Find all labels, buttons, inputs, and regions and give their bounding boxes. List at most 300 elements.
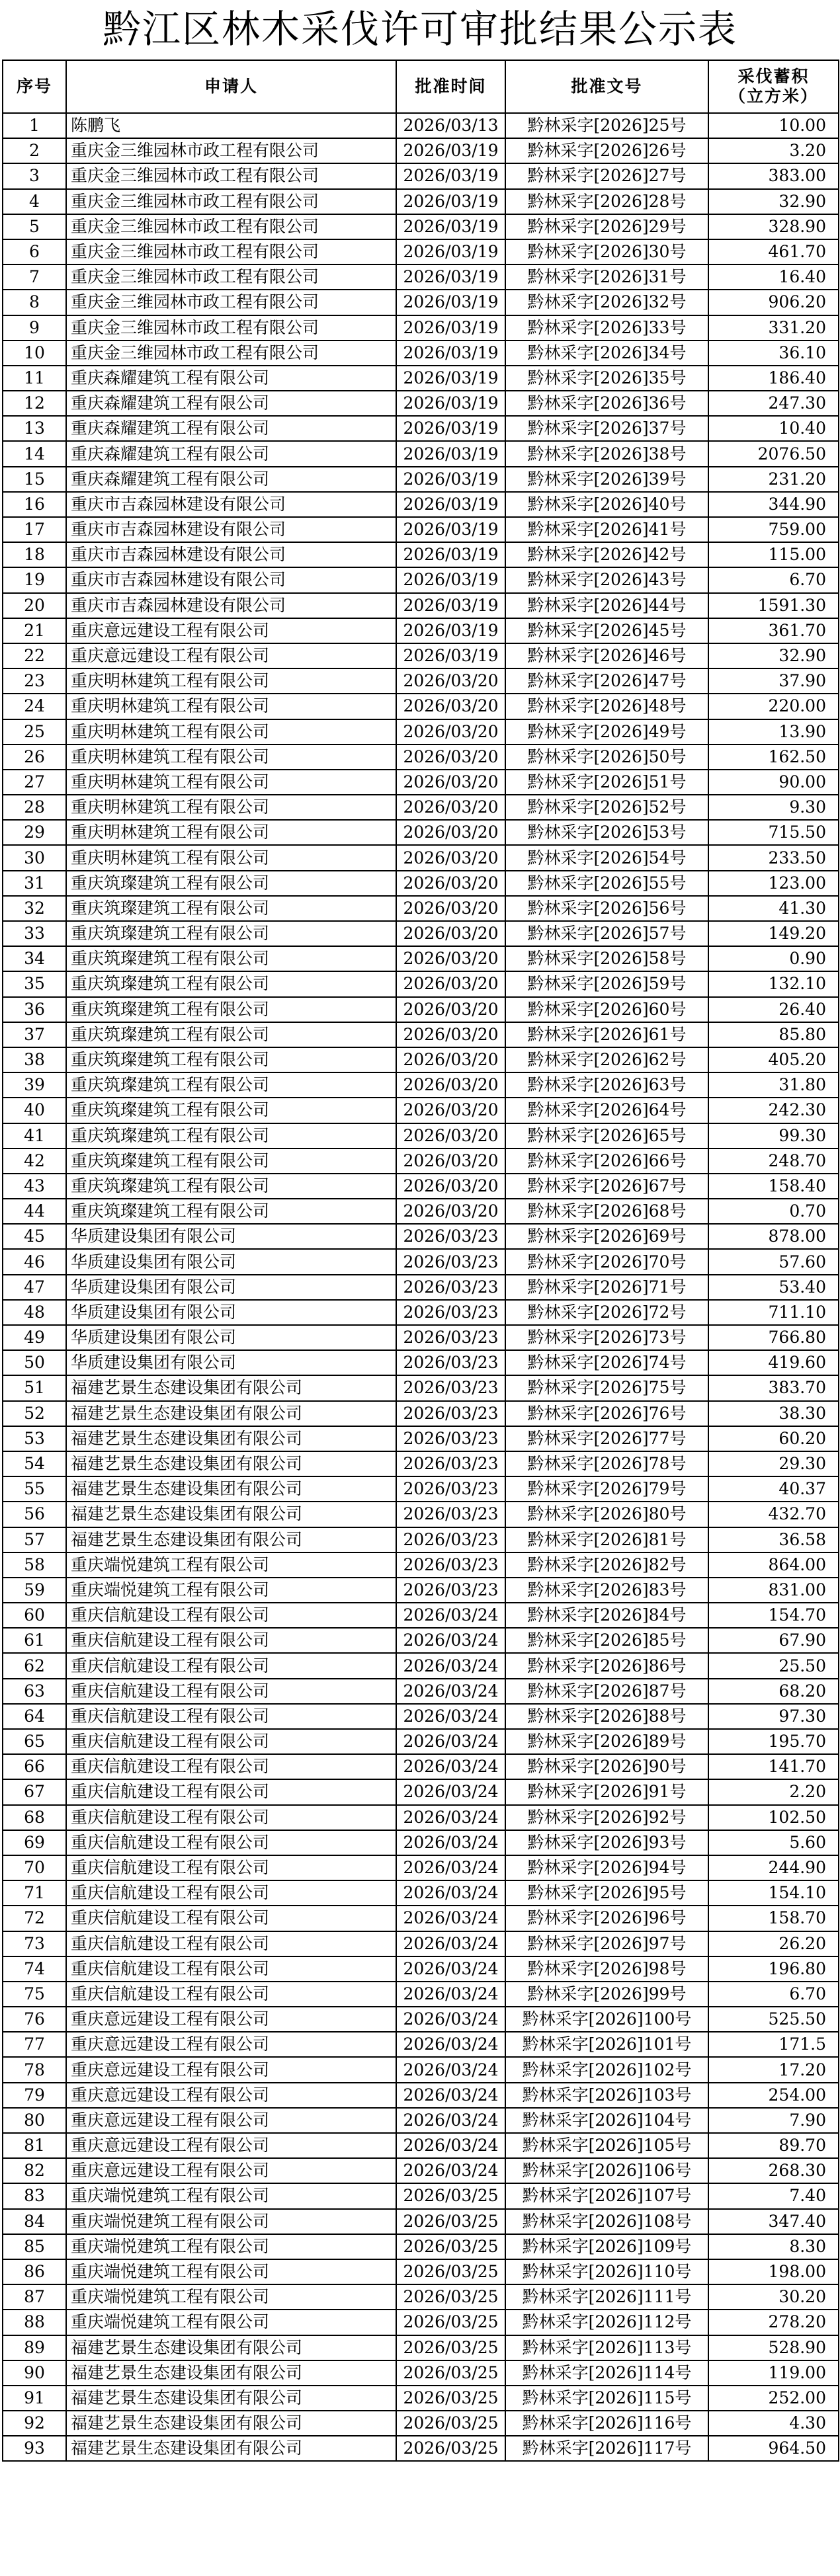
row-applicant: 重庆意远建设工程有限公司 xyxy=(66,2108,396,2133)
row-doc-number: 黔林采字[2026]80号 xyxy=(505,1502,708,1527)
table-row xyxy=(3,694,839,719)
row-volume: 26.20 xyxy=(708,1931,839,1956)
row-seq: 70 xyxy=(3,1855,66,1880)
table-row xyxy=(3,1779,839,1804)
row-doc-number: 黔林采字[2026]85号 xyxy=(505,1628,708,1653)
row-seq: 60 xyxy=(3,1603,66,1628)
row-doc-number: 黔林采字[2026]35号 xyxy=(505,366,708,391)
row-seq: 57 xyxy=(3,1527,66,1552)
row-seq: 64 xyxy=(3,1704,66,1729)
row-date: 2026/03/24 xyxy=(396,2158,505,2183)
row-date: 2026/03/20 xyxy=(396,921,505,946)
row-applicant: 陈鹏飞 xyxy=(66,113,396,138)
row-doc-number: 黔林采字[2026]63号 xyxy=(505,1072,708,1098)
row-date: 2026/03/20 xyxy=(396,1199,505,1224)
row-applicant: 重庆森耀建筑工程有限公司 xyxy=(66,467,396,492)
row-seq: 32 xyxy=(3,896,66,921)
row-doc-number: 黔林采字[2026]64号 xyxy=(505,1098,708,1123)
row-date: 2026/03/20 xyxy=(396,1123,505,1148)
row-applicant: 重庆信航建设工程有限公司 xyxy=(66,1805,396,1830)
row-seq: 63 xyxy=(3,1679,66,1704)
table-row xyxy=(3,1072,839,1098)
row-date: 2026/03/24 xyxy=(396,1679,505,1704)
row-seq: 59 xyxy=(3,1578,66,1603)
table-row xyxy=(3,1249,839,1274)
row-applicant: 重庆端悦建筑工程有限公司 xyxy=(66,1552,396,1578)
table-row xyxy=(3,2032,839,2057)
row-volume: 198.00 xyxy=(708,2259,839,2284)
table-row xyxy=(3,189,839,214)
row-date: 2026/03/23 xyxy=(396,1451,505,1476)
row-seq: 69 xyxy=(3,1830,66,1855)
row-volume: 32.90 xyxy=(708,643,839,668)
row-doc-number: 黔林采字[2026]107号 xyxy=(505,2183,708,2208)
row-seq: 4 xyxy=(3,189,66,214)
row-seq: 1 xyxy=(3,113,66,138)
row-date: 2026/03/24 xyxy=(396,2032,505,2057)
table-row xyxy=(3,871,839,896)
row-seq: 20 xyxy=(3,593,66,618)
row-applicant: 华质建设集团有限公司 xyxy=(66,1249,396,1274)
row-seq: 74 xyxy=(3,1956,66,1982)
row-date: 2026/03/24 xyxy=(396,1704,505,1729)
row-applicant: 华质建设集团有限公司 xyxy=(66,1224,396,1249)
row-applicant: 福建艺景生态建设集团有限公司 xyxy=(66,2436,396,2461)
row-seq: 14 xyxy=(3,441,66,466)
row-applicant: 重庆筑璨建筑工程有限公司 xyxy=(66,896,396,921)
row-date: 2026/03/24 xyxy=(396,1754,505,1779)
row-volume: 528.90 xyxy=(708,2335,839,2360)
row-volume: 132.10 xyxy=(708,971,839,996)
row-doc-number: 黔林采字[2026]99号 xyxy=(505,1982,708,2007)
row-doc-number: 黔林采字[2026]46号 xyxy=(505,643,708,668)
row-applicant: 重庆明林建筑工程有限公司 xyxy=(66,845,396,870)
table-body xyxy=(3,113,839,2461)
row-date: 2026/03/23 xyxy=(396,1401,505,1426)
row-date: 2026/03/19 xyxy=(396,618,505,643)
row-applicant: 重庆金三维园林市政工程有限公司 xyxy=(66,189,396,214)
row-volume: 383.70 xyxy=(708,1375,839,1400)
table-row xyxy=(3,264,839,290)
row-volume: 154.10 xyxy=(708,1880,839,1906)
row-date: 2026/03/19 xyxy=(396,163,505,188)
table-row xyxy=(3,1300,839,1325)
row-applicant: 华质建设集团有限公司 xyxy=(66,1325,396,1350)
table-row xyxy=(3,467,839,492)
row-volume: 231.20 xyxy=(708,467,839,492)
row-seq: 38 xyxy=(3,1047,66,1072)
row-seq: 7 xyxy=(3,264,66,290)
table-row xyxy=(3,2057,839,2082)
table-row xyxy=(3,391,839,416)
table-row xyxy=(3,1880,839,1906)
header-volume xyxy=(708,60,839,113)
row-date: 2026/03/24 xyxy=(396,1906,505,1931)
table-row xyxy=(3,1375,839,1400)
row-seq: 15 xyxy=(3,467,66,492)
row-applicant: 重庆筑璨建筑工程有限公司 xyxy=(66,946,396,971)
row-applicant: 重庆森耀建筑工程有限公司 xyxy=(66,416,396,441)
row-date: 2026/03/25 xyxy=(396,2360,505,2386)
row-applicant: 重庆市吉森园林建设有限公司 xyxy=(66,517,396,542)
row-applicant: 华质建设集团有限公司 xyxy=(66,1350,396,1375)
row-seq: 6 xyxy=(3,239,66,264)
table-row xyxy=(3,1830,839,1855)
table-row xyxy=(3,492,839,517)
row-doc-number: 黔林采字[2026]74号 xyxy=(505,1350,708,1375)
table-row xyxy=(3,1098,839,1123)
table-row xyxy=(3,997,839,1022)
row-volume: 154.70 xyxy=(708,1603,839,1628)
row-applicant: 福建艺景生态建设集团有限公司 xyxy=(66,2360,396,2386)
row-volume: 17.20 xyxy=(708,2057,839,2082)
row-applicant: 重庆信航建设工程有限公司 xyxy=(66,1931,396,1956)
row-date: 2026/03/23 xyxy=(396,1476,505,1502)
row-seq: 55 xyxy=(3,1476,66,1502)
row-volume: 7.90 xyxy=(708,2108,839,2133)
row-seq: 42 xyxy=(3,1148,66,1174)
row-seq: 53 xyxy=(3,1426,66,1451)
row-applicant: 重庆森耀建筑工程有限公司 xyxy=(66,441,396,466)
row-date: 2026/03/24 xyxy=(396,1880,505,1906)
table-row xyxy=(3,214,839,239)
row-date: 2026/03/20 xyxy=(396,694,505,719)
row-applicant: 重庆金三维园林市政工程有限公司 xyxy=(66,138,396,163)
row-doc-number: 黔林采字[2026]55号 xyxy=(505,871,708,896)
table-row xyxy=(3,441,839,466)
table-row xyxy=(3,668,839,694)
row-date: 2026/03/23 xyxy=(396,1300,505,1325)
header-applicant: 申请人 xyxy=(66,60,396,113)
row-seq: 27 xyxy=(3,770,66,795)
row-date: 2026/03/20 xyxy=(396,1174,505,1199)
row-seq: 50 xyxy=(3,1350,66,1375)
row-seq: 17 xyxy=(3,517,66,542)
row-doc-number: 黔林采字[2026]47号 xyxy=(505,668,708,694)
row-applicant: 重庆筑璨建筑工程有限公司 xyxy=(66,1123,396,1148)
row-volume: 347.40 xyxy=(708,2209,839,2234)
row-doc-number: 黔林采字[2026]87号 xyxy=(505,1679,708,1704)
row-volume: 26.40 xyxy=(708,997,839,1022)
row-seq: 54 xyxy=(3,1451,66,1476)
table-row xyxy=(3,1729,839,1754)
row-volume: 196.80 xyxy=(708,1956,839,1982)
row-doc-number: 黔林采字[2026]68号 xyxy=(505,1199,708,1224)
table-row xyxy=(3,2133,839,2158)
row-date: 2026/03/20 xyxy=(396,1148,505,1174)
row-date: 2026/03/24 xyxy=(396,2007,505,2032)
row-date: 2026/03/24 xyxy=(396,1982,505,2007)
table-row xyxy=(3,1628,839,1653)
table-row xyxy=(3,1148,839,1174)
row-date: 2026/03/19 xyxy=(396,264,505,290)
row-date: 2026/03/19 xyxy=(396,366,505,391)
row-date: 2026/03/19 xyxy=(396,189,505,214)
table-row xyxy=(3,341,839,366)
row-date: 2026/03/20 xyxy=(396,946,505,971)
row-seq: 13 xyxy=(3,416,66,441)
row-seq: 24 xyxy=(3,694,66,719)
row-applicant: 重庆筑璨建筑工程有限公司 xyxy=(66,1072,396,1098)
row-date: 2026/03/23 xyxy=(396,1578,505,1603)
row-doc-number: 黔林采字[2026]91号 xyxy=(505,1779,708,1804)
row-applicant: 重庆意远建设工程有限公司 xyxy=(66,2158,396,2183)
row-applicant: 重庆端悦建筑工程有限公司 xyxy=(66,2234,396,2259)
row-volume: 16.40 xyxy=(708,264,839,290)
row-seq: 5 xyxy=(3,214,66,239)
row-date: 2026/03/24 xyxy=(396,1855,505,1880)
table-row xyxy=(3,1350,839,1375)
row-seq: 40 xyxy=(3,1098,66,1123)
row-volume: 36.58 xyxy=(708,1527,839,1552)
row-doc-number: 黔林采字[2026]65号 xyxy=(505,1123,708,1148)
row-applicant: 重庆明林建筑工程有限公司 xyxy=(66,770,396,795)
row-seq: 73 xyxy=(3,1931,66,1956)
table-row xyxy=(3,1047,839,1072)
row-applicant: 重庆信航建设工程有限公司 xyxy=(66,1628,396,1653)
table-row xyxy=(3,366,839,391)
row-doc-number: 黔林采字[2026]59号 xyxy=(505,971,708,996)
row-date: 2026/03/19 xyxy=(396,416,505,441)
row-date: 2026/03/19 xyxy=(396,239,505,264)
table-row xyxy=(3,1855,839,1880)
row-applicant: 重庆明林建筑工程有限公司 xyxy=(66,795,396,820)
table-row xyxy=(3,971,839,996)
row-volume: 2076.50 xyxy=(708,441,839,466)
row-applicant: 重庆信航建设工程有限公司 xyxy=(66,1653,396,1678)
table-row xyxy=(3,770,839,795)
row-volume: 383.00 xyxy=(708,163,839,188)
row-volume: 0.90 xyxy=(708,946,839,971)
row-date: 2026/03/24 xyxy=(396,2083,505,2108)
table-row xyxy=(3,517,839,542)
row-seq: 67 xyxy=(3,1779,66,1804)
row-applicant: 重庆信航建设工程有限公司 xyxy=(66,1956,396,1982)
row-volume: 186.40 xyxy=(708,366,839,391)
row-applicant: 重庆信航建设工程有限公司 xyxy=(66,1603,396,1628)
row-date: 2026/03/20 xyxy=(396,770,505,795)
row-doc-number: 黔林采字[2026]40号 xyxy=(505,492,708,517)
row-doc-number: 黔林采字[2026]114号 xyxy=(505,2360,708,2386)
row-doc-number: 黔林采字[2026]39号 xyxy=(505,467,708,492)
header-date: 批准时间 xyxy=(396,60,505,113)
row-doc-number: 黔林采字[2026]54号 xyxy=(505,845,708,870)
row-volume: 38.30 xyxy=(708,1401,839,1426)
row-applicant: 重庆端悦建筑工程有限公司 xyxy=(66,1578,396,1603)
row-date: 2026/03/25 xyxy=(396,2259,505,2284)
row-applicant: 重庆筑璨建筑工程有限公司 xyxy=(66,971,396,996)
row-seq: 85 xyxy=(3,2234,66,2259)
table-row xyxy=(3,946,839,971)
row-doc-number: 黔林采字[2026]94号 xyxy=(505,1855,708,1880)
row-seq: 72 xyxy=(3,1906,66,1931)
row-applicant: 重庆筑璨建筑工程有限公司 xyxy=(66,871,396,896)
row-date: 2026/03/23 xyxy=(396,1325,505,1350)
row-volume: 5.60 xyxy=(708,1830,839,1855)
row-volume: 331.20 xyxy=(708,315,839,341)
row-volume: 13.90 xyxy=(708,719,839,745)
row-applicant: 重庆明林建筑工程有限公司 xyxy=(66,668,396,694)
row-date: 2026/03/19 xyxy=(396,567,505,592)
row-volume: 715.50 xyxy=(708,820,839,845)
row-applicant: 重庆明林建筑工程有限公司 xyxy=(66,820,396,845)
row-doc-number: 黔林采字[2026]69号 xyxy=(505,1224,708,1249)
row-seq: 86 xyxy=(3,2259,66,2284)
row-doc-number: 黔林采字[2026]71号 xyxy=(505,1275,708,1300)
table-row xyxy=(3,2108,839,2133)
header-volume-label: 采伐蓄积（立方米） xyxy=(728,67,818,106)
row-date: 2026/03/25 xyxy=(396,2234,505,2259)
row-doc-number: 黔林采字[2026]31号 xyxy=(505,264,708,290)
row-applicant: 重庆金三维园林市政工程有限公司 xyxy=(66,341,396,366)
row-applicant: 重庆金三维园林市政工程有限公司 xyxy=(66,239,396,264)
row-date: 2026/03/24 xyxy=(396,1956,505,1982)
row-seq: 41 xyxy=(3,1123,66,1148)
row-doc-number: 黔林采字[2026]90号 xyxy=(505,1754,708,1779)
row-doc-number: 黔林采字[2026]33号 xyxy=(505,315,708,341)
row-date: 2026/03/24 xyxy=(396,1729,505,1754)
row-seq: 52 xyxy=(3,1401,66,1426)
row-doc-number: 黔林采字[2026]109号 xyxy=(505,2234,708,2259)
table-row xyxy=(3,2158,839,2183)
row-date: 2026/03/23 xyxy=(396,1375,505,1400)
row-volume: 102.50 xyxy=(708,1805,839,1830)
row-applicant: 福建艺景生态建设集团有限公司 xyxy=(66,2411,396,2436)
row-date: 2026/03/24 xyxy=(396,1830,505,1855)
row-volume: 37.90 xyxy=(708,668,839,694)
row-applicant: 重庆金三维园林市政工程有限公司 xyxy=(66,264,396,290)
table-row xyxy=(3,2007,839,2032)
row-applicant: 重庆意远建设工程有限公司 xyxy=(66,618,396,643)
row-date: 2026/03/20 xyxy=(396,997,505,1022)
row-applicant: 重庆筑璨建筑工程有限公司 xyxy=(66,1047,396,1072)
table-row xyxy=(3,593,839,618)
row-doc-number: 黔林采字[2026]98号 xyxy=(505,1956,708,1982)
table-row xyxy=(3,1224,839,1249)
row-date: 2026/03/19 xyxy=(396,214,505,239)
table-header-row xyxy=(3,60,839,113)
row-date: 2026/03/23 xyxy=(396,1426,505,1451)
row-seq: 28 xyxy=(3,795,66,820)
row-doc-number: 黔林采字[2026]78号 xyxy=(505,1451,708,1476)
row-doc-number: 黔林采字[2026]113号 xyxy=(505,2335,708,2360)
row-date: 2026/03/20 xyxy=(396,971,505,996)
row-seq: 23 xyxy=(3,668,66,694)
row-seq: 78 xyxy=(3,2057,66,2082)
row-applicant: 重庆森耀建筑工程有限公司 xyxy=(66,366,396,391)
row-applicant: 重庆信航建设工程有限公司 xyxy=(66,1679,396,1704)
table-row xyxy=(3,795,839,820)
row-doc-number: 黔林采字[2026]58号 xyxy=(505,946,708,971)
row-doc-number: 黔林采字[2026]50号 xyxy=(505,745,708,770)
row-doc-number: 黔林采字[2026]100号 xyxy=(505,2007,708,2032)
table-row xyxy=(3,1653,839,1678)
row-date: 2026/03/19 xyxy=(396,138,505,163)
row-doc-number: 黔林采字[2026]27号 xyxy=(505,163,708,188)
row-doc-number: 黔林采字[2026]104号 xyxy=(505,2108,708,2133)
row-applicant: 重庆市吉森园林建设有限公司 xyxy=(66,593,396,618)
row-date: 2026/03/24 xyxy=(396,1779,505,1804)
row-doc-number: 黔林采字[2026]44号 xyxy=(505,593,708,618)
row-date: 2026/03/23 xyxy=(396,1350,505,1375)
row-volume: 90.00 xyxy=(708,770,839,795)
row-date: 2026/03/20 xyxy=(396,795,505,820)
row-doc-number: 黔林采字[2026]56号 xyxy=(505,896,708,921)
table-row xyxy=(3,1275,839,1300)
row-seq: 35 xyxy=(3,971,66,996)
row-doc-number: 黔林采字[2026]45号 xyxy=(505,618,708,643)
row-doc-number: 黔林采字[2026]112号 xyxy=(505,2310,708,2335)
row-seq: 29 xyxy=(3,820,66,845)
row-date: 2026/03/20 xyxy=(396,896,505,921)
row-seq: 65 xyxy=(3,1729,66,1754)
row-doc-number: 黔林采字[2026]105号 xyxy=(505,2133,708,2158)
row-seq: 77 xyxy=(3,2032,66,2057)
row-volume: 123.00 xyxy=(708,871,839,896)
row-volume: 432.70 xyxy=(708,1502,839,1527)
row-applicant: 重庆筑璨建筑工程有限公司 xyxy=(66,1199,396,1224)
row-seq: 16 xyxy=(3,492,66,517)
row-date: 2026/03/24 xyxy=(396,2057,505,2082)
row-applicant: 重庆信航建设工程有限公司 xyxy=(66,1855,396,1880)
row-doc-number: 黔林采字[2026]36号 xyxy=(505,391,708,416)
row-date: 2026/03/19 xyxy=(396,391,505,416)
row-doc-number: 黔林采字[2026]26号 xyxy=(505,138,708,163)
table-row xyxy=(3,2310,839,2335)
table-row xyxy=(3,1982,839,2007)
row-applicant: 重庆信航建设工程有限公司 xyxy=(66,1830,396,1855)
row-doc-number: 黔林采字[2026]101号 xyxy=(505,2032,708,2057)
table-row xyxy=(3,1704,839,1729)
row-seq: 30 xyxy=(3,845,66,870)
row-date: 2026/03/19 xyxy=(396,643,505,668)
row-applicant: 重庆筑璨建筑工程有限公司 xyxy=(66,1174,396,1199)
row-seq: 79 xyxy=(3,2083,66,2108)
row-applicant: 重庆金三维园林市政工程有限公司 xyxy=(66,315,396,341)
row-date: 2026/03/19 xyxy=(396,441,505,466)
row-date: 2026/03/24 xyxy=(396,2108,505,2133)
row-applicant: 重庆信航建设工程有限公司 xyxy=(66,1779,396,1804)
row-volume: 405.20 xyxy=(708,1047,839,1072)
row-volume: 1591.30 xyxy=(708,593,839,618)
table-row xyxy=(3,2183,839,2208)
row-applicant: 重庆意远建设工程有限公司 xyxy=(66,643,396,668)
table-row xyxy=(3,290,839,315)
row-seq: 18 xyxy=(3,542,66,567)
row-applicant: 重庆信航建设工程有限公司 xyxy=(66,1754,396,1779)
row-applicant: 重庆筑璨建筑工程有限公司 xyxy=(66,921,396,946)
table-row xyxy=(3,2386,839,2411)
row-volume: 233.50 xyxy=(708,845,839,870)
row-date: 2026/03/25 xyxy=(396,2209,505,2234)
row-date: 2026/03/19 xyxy=(396,315,505,341)
table-row xyxy=(3,113,839,138)
row-applicant: 重庆明林建筑工程有限公司 xyxy=(66,745,396,770)
row-seq: 84 xyxy=(3,2209,66,2234)
row-date: 2026/03/24 xyxy=(396,2133,505,2158)
row-date: 2026/03/19 xyxy=(396,517,505,542)
row-applicant: 重庆端悦建筑工程有限公司 xyxy=(66,2209,396,2234)
row-applicant: 重庆筑璨建筑工程有限公司 xyxy=(66,997,396,1022)
row-volume: 53.40 xyxy=(708,1275,839,1300)
row-volume: 220.00 xyxy=(708,694,839,719)
row-date: 2026/03/25 xyxy=(396,2183,505,2208)
row-volume: 252.00 xyxy=(708,2386,839,2411)
table-row xyxy=(3,845,839,870)
row-date: 2026/03/23 xyxy=(396,1224,505,1249)
row-seq: 87 xyxy=(3,2284,66,2310)
table-row xyxy=(3,2360,839,2386)
